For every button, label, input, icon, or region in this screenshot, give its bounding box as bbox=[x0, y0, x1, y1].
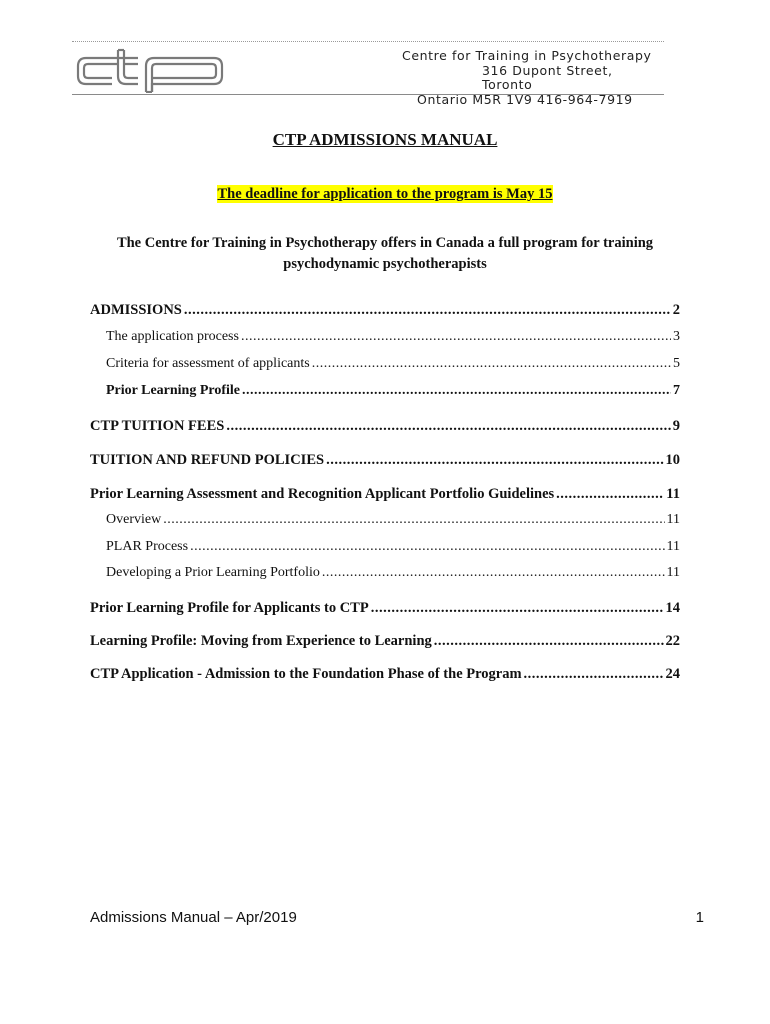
org-address-line1: 316 Dupont Street, Toronto bbox=[482, 62, 613, 92]
toc-entry-application-form[interactable]: CTP Application - Admission to the Foundation Phase of the Program ..... 24 bbox=[90, 666, 680, 683]
page-number: 1 bbox=[695, 909, 704, 926]
intro-paragraph: The Centre for Training in Psychotherapy offers in Canada a full program for training psychodynamic psychotherapists bbox=[116, 235, 654, 272]
toc-entry-developing-portfolio[interactable]: Developing a Prior Learning Portfolio ..... 11 bbox=[106, 565, 680, 581]
toc-entry-refund-policies[interactable]: TUITION AND REFUND POLICIES ..... 10 bbox=[90, 452, 680, 469]
toc-entry-prior-learning-profile[interactable]: Prior Learning Profile ..... 7 bbox=[106, 383, 680, 399]
toc-entry-learning-profile[interactable]: Learning Profile: Moving from Experience to Learning ..... 22 bbox=[90, 633, 680, 650]
org-address-block bbox=[402, 49, 664, 107]
header-rule-bottom bbox=[72, 94, 664, 95]
toc-entry-application-process[interactable]: The application process ..... 3 bbox=[106, 329, 680, 345]
document-title: CTP ADMISSIONS MANUAL bbox=[272, 130, 498, 149]
ctp-logo bbox=[72, 45, 232, 93]
deadline-text: The deadline for application to the program is May 15 bbox=[217, 186, 553, 202]
toc-entry-plar-process[interactable]: PLAR Process ..... 11 bbox=[106, 539, 680, 555]
org-address-line2: Ontario M5R 1V9 416-964-7919 bbox=[417, 91, 633, 107]
toc-entry-criteria[interactable]: Criteria for assessment of applicants ..... 5 bbox=[106, 356, 680, 372]
toc-entry-overview[interactable]: Overview ..... 11 bbox=[106, 512, 680, 528]
toc-entry-profile-applicants[interactable]: Prior Learning Profile for Applicants to CTP ..... 14 bbox=[90, 600, 680, 617]
toc-entry-tuition-fees[interactable]: CTP TUITION FEES ..... 9 bbox=[90, 418, 680, 435]
header-rule-top bbox=[72, 41, 664, 42]
org-name: Centre for Training in Psychotherapy bbox=[402, 48, 652, 63]
toc-entry-admissions[interactable]: ADMISSIONS ..... 2 bbox=[90, 302, 680, 319]
toc-entry-plar-guidelines[interactable]: Prior Learning Assessment and Recognition Applicant Portfolio Guidelines ..... 11 bbox=[90, 486, 680, 503]
footer-title: Admissions Manual – Apr/2019 bbox=[90, 909, 297, 926]
deadline-notice bbox=[0, 185, 770, 203]
